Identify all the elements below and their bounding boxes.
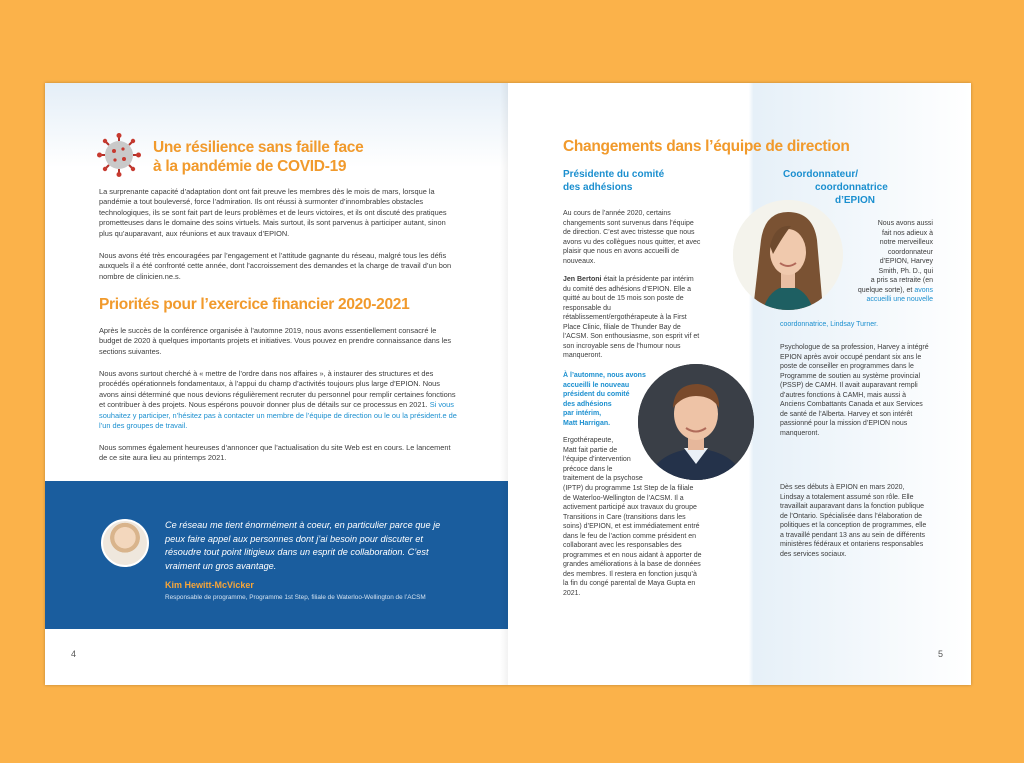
author-avatar — [101, 519, 149, 567]
text-line-accent: accueilli une nouvelle — [866, 296, 933, 303]
heading-line: des adhésions — [563, 182, 633, 193]
coronavirus-icon — [97, 133, 141, 177]
paragraph: La surprenante capacité d’adaptation dont ont fait preuve les membres dès le mois de mars, lorsque la pandémie a tout bouleversé, force l’admiration. Ils ont réussi à surmonter d’innombrables obstacles technologiques, ils se sont fait part de leurs problèmes et de leurs victoires, et ils ont discuté des pratiques prometteuses dans le domaine des soins virtuels. Mais surtout, ils sont parvenus à participer autant, sinon plus qu’auparavant, aux réunions et aux travaux d’EPION. — [99, 187, 447, 238]
person-name: Jen Bertoni — [563, 276, 602, 283]
text-line: l’équipe d’intervention — [563, 456, 631, 463]
column-heading-coordinator — [783, 168, 933, 207]
callout-line: président du comité — [563, 391, 630, 398]
text-line-accent: avons — [914, 286, 933, 294]
callout-line: par intérim, — [563, 410, 602, 417]
title-line: à la pandémie de COVID-19 — [153, 158, 347, 175]
title-line: Une résilience sans faille face — [153, 139, 364, 156]
text-line: d’EPION, Harvey — [879, 258, 933, 265]
text-line: quelque sorte), et — [857, 286, 915, 294]
heading-line: Coordonnateur/ — [783, 169, 858, 180]
callout-line: Matt Harrigan. — [563, 419, 611, 427]
testimonial-quote: Ce réseau me tient énormément à coeur, en particulier parce que je peux faire appel aux personnes dont j’ai besoin pour discuter et résoudre tout point litigieux dans un esprit de collaboration. C’est vraiment un gros avantage. — [165, 520, 441, 571]
heading-line: Présidente du comité — [563, 169, 665, 180]
text-line: précoce dans le — [563, 465, 613, 473]
paragraph: Psychologue de sa profession, Harvey a intégré EPION après avoir occupé pendant six ans le poste de conseiller en programmes dans le Programme de soutien au système provincial (PSSP) de CAMH. Il avait auparavant rempli d’autres fonctions à CAMH, mais aussi à Anciens Combattants Canada et aux Services de santé de l’Alberta. Harvey et son intérêt passionné pour la mission d’EPION nous manqueront. — [780, 344, 929, 437]
portrait-man-icon — [638, 364, 754, 480]
contact-link[interactable]: Si vous souhaitez y participer, n’hésitez pas à contacter un membre de l’équipe de direction ou le ou la président.e de l’un des groupes de travail. — [99, 400, 457, 431]
text-line: Nous avons aussi — [877, 220, 933, 227]
text-line: traitement de la psychose — [563, 475, 643, 482]
paragraph: Au cours de l’année 2020, certains changements sont survenus dans l’équipe de direction. C’est avec tristesse que nous avons vu des collègues nous quitter, et avec plaisir que nous en avons accueilli de nouveaux. — [563, 210, 701, 265]
paragraph-wrap-lines — [563, 436, 643, 484]
column-heading-membership — [563, 168, 664, 194]
callout-new-president — [563, 371, 646, 428]
paragraph-text: était la présidente par intérim du comité des adhésions d’EPION. Elle a quitté au bout de 15 mois son poste de responsable du rétablissement/ergothérapeute à la First Place Clinic, filiale de Thunder Bay de l’ACSM. Son enthousiasme, son esprit vif et son incroyable sens de l’humour nous manqueront. — [563, 276, 700, 359]
paragraph: Après le succès de la conférence organisée à l’automne 2019, nous avons essentiellement consacré le budget de 2020 à quelques importants projets et initiatives. Vous pouvez en prendre connaissance dans les sections suivantes. — [99, 326, 452, 356]
testimonial-role: Responsable de programme, Programme 1st Step, filiale de Waterloo-Wellington de l’ACSM — [165, 594, 426, 601]
text-line: Smith, Ph. D., qui — [878, 267, 933, 275]
paragraph-with-link — [99, 369, 457, 431]
text-line: notre merveilleux — [879, 239, 933, 246]
page-number: 4 — [71, 649, 77, 659]
page-number: 5 — [938, 649, 944, 659]
text-line: fait nos adieux à — [882, 229, 933, 237]
coordinator-intro — [773, 219, 933, 305]
left-page — [45, 83, 508, 685]
callout-line: des adhésions — [563, 400, 612, 408]
paragraph: Nous avons été très encouragées par l’engagement et l’attitude gagnante du réseau, malgré tous les défis auxquels il a été confronté cette année, dont l’accroissement des demandes et la charge de travail d’un bon nombre de clinicien.ne.s. — [99, 251, 452, 281]
text-line: Ergothérapeute, — [563, 437, 614, 444]
section-title-resilience — [153, 138, 413, 176]
text-line: Matt fait partie de — [563, 446, 618, 454]
paragraph: (IPTP) du programme 1st Step de la filiale de Waterloo-Wellington de l’ACSM. Il a activement participé aux travaux du groupe Transitions in Care (transitions dans les soins) d’EPION, et est immédiatement entré dans le feu de l’action comme président en collaborant avec les responsables des programmes et en nous aidant à apporter de grandes améliorations à la base de données des membres. Il restera en fonction jusqu’à la fin du congé parental de Maya Gupta en 2021. — [563, 485, 702, 597]
matt-harrigan-photo — [638, 364, 754, 480]
brochure-spread — [45, 83, 971, 685]
paragraph: Nous sommes également heureuses d’annoncer que l’actualisation du site Web est en cours. Le lancement de ce site aura lieu au printemps 2021. — [99, 443, 451, 463]
testimonial-author: Kim Hewitt-McVicker — [165, 580, 254, 590]
text-line: coordonnateur — [887, 248, 933, 256]
paragraph: Dès ses débuts à EPION en mars 2020, Lindsay a totalement assumé son rôle. Elle travaillait auparavant dans la fonction publique de l’Ontario. Spécialisée dans l’élaboration de politiques et la conception de programmes, elle a travaillé pendant 13 ans au sein de différents ministères fédéraux et ontariens responsables des services sociaux. — [780, 484, 927, 558]
callout-line: accueilli le nouveau — [563, 381, 630, 389]
section-title-priorities: Priorités pour l’exercice financier 2020-2021 — [99, 296, 410, 313]
callout-line: À l’automne, nous avons — [563, 372, 646, 379]
heading-line: coordonnatrice — [815, 182, 888, 193]
text-line: a pris sa retraite (en — [870, 277, 933, 284]
paragraph — [563, 275, 701, 361]
right-page — [508, 83, 971, 685]
heading-line: d’EPION — [835, 195, 876, 206]
text-line-accent: coordonnatrice, Lindsay Turner. — [780, 321, 879, 328]
paragraph-text: Nous avons surtout cherché à « mettre de l’ordre dans nos affaires », à instaurer des structures et des procédés opérationnels fondamentaux, à l’appui du champ d’activités toujours plus large d’EPION. Nous avons ainsi déterminé que nous devions régulièrement recruter du personnel pour remplir certaines fonctions et contribuer à des projets. Nous espérons pouvoir donner plus de détails sur ce processus en 2021. — [99, 369, 456, 410]
page-title: Changements dans l’équipe de direction — [563, 138, 850, 155]
